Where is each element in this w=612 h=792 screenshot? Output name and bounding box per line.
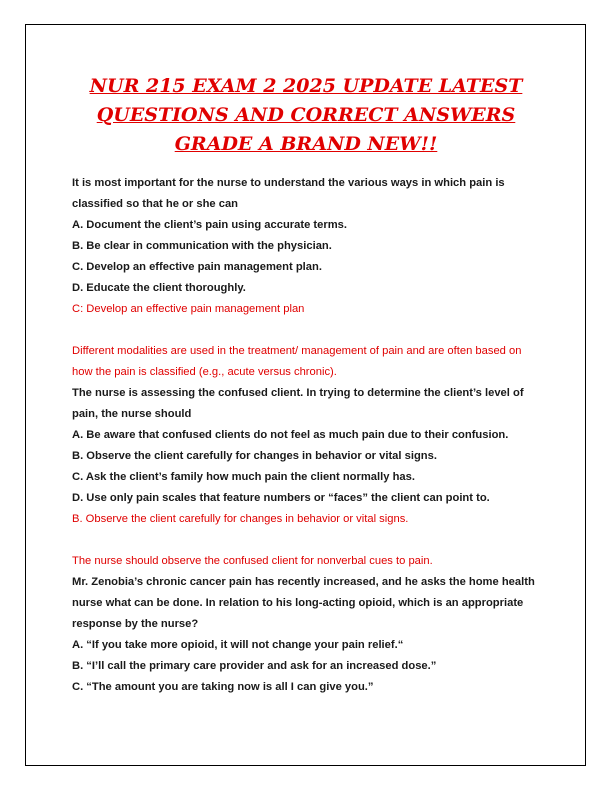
document-title — [60, 72, 552, 159]
question-2-option-a: A. Be aware that confused clients do not feel as much pain due to their confusion. — [72, 429, 509, 441]
question-1-stem: It is most important for the nurse to understand the various ways in which pain is classified so that he or she can — [72, 177, 505, 210]
document-body — [72, 173, 544, 698]
question-1-answer: C: Develop an effective pain management plan — [72, 303, 305, 315]
question-3-option-b: B. “I’ll call the primary care provider and ask for an increased dose.” — [72, 660, 437, 672]
question-2-stem: The nurse is assessing the confused client. In trying to determine the client’s level of pain, the nurse should — [72, 387, 524, 420]
question-2-answer: B. Observe the client carefully for changes in behavior or vital signs. — [72, 513, 409, 525]
question-1-option-c: C. Develop an effective pain management plan. — [72, 261, 322, 273]
question-1-rationale: Different modalities are used in the treatment/ management of pain and are often based on how the pain is classified (e.g., acute versus chronic). — [72, 345, 522, 378]
question-2-option-c: C. Ask the client’s family how much pain the client normally has. — [72, 471, 415, 483]
question-2-option-d: D. Use only pain scales that feature numbers or “faces” the client can point to. — [72, 492, 490, 504]
question-2-rationale: The nurse should observe the confused client for nonverbal cues to pain. — [72, 555, 433, 567]
title-line-1: NUR 215 EXAM 2 2025 UPDATE LATEST — [89, 75, 523, 97]
title-line-2: QUESTIONS AND CORRECT ANSWERS — [96, 104, 516, 126]
title-line-3: GRADE A BRAND NEW!! — [174, 133, 438, 155]
question-3-option-c: C. “The amount you are taking now is all I can give you.” — [72, 681, 374, 693]
question-3-option-a: A. “If you take more opioid, it will not change your pain relief.“ — [72, 639, 404, 651]
question-1-option-b: B. Be clear in communication with the physician. — [72, 240, 332, 252]
question-1-option-d: D. Educate the client thoroughly. — [72, 282, 246, 294]
question-1-option-a: A. Document the client’s pain using accurate terms. — [72, 219, 347, 231]
question-3-stem: Mr. Zenobia’s chronic cancer pain has recently increased, and he asks the home health nurse what can be done. In relation to his long-acting opioid, which is an appropriate response by the nurse? — [72, 576, 535, 630]
question-2-option-b: B. Observe the client carefully for changes in behavior or vital signs. — [72, 450, 437, 462]
